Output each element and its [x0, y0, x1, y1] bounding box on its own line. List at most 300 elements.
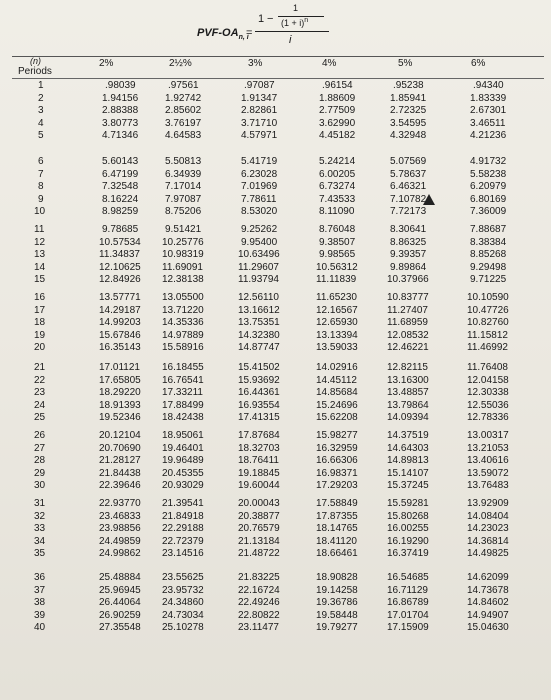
factor-cell: 12.10625: [99, 261, 141, 273]
factor-cell: .98039: [105, 80, 136, 91]
factor-cell: 13.59033: [316, 342, 358, 354]
factor-cell: 14.37519: [387, 430, 429, 441]
factor-cell: 8.86325: [390, 236, 427, 248]
pvf-oa-formula: [0, 0, 551, 50]
factor-cell: 19.60044: [238, 480, 280, 492]
period-cell: 29: [34, 467, 46, 479]
factor-cell: 12.08532: [387, 329, 429, 341]
factor-cell: 15.58916: [162, 342, 204, 354]
factor-cell: 15.14107: [387, 467, 429, 479]
factor-cell: .94340: [473, 80, 504, 91]
period-cell: 21: [34, 362, 46, 373]
period-cell: 33: [34, 523, 46, 535]
factor-cell: 22.49246: [238, 597, 280, 609]
factor-cell: 14.87747: [238, 342, 280, 354]
factor-cell: 19.46401: [162, 442, 204, 454]
factor-cell: 21.84918: [162, 510, 204, 522]
factor-cell: 16.19290: [387, 535, 429, 547]
factor-cell: 11.46992: [467, 342, 508, 354]
factor-cell: 2.88388: [102, 105, 139, 117]
factor-cell: .97087: [244, 80, 275, 91]
factor-cell: 3.62990: [319, 117, 356, 129]
factor-cell: 20.12104: [99, 430, 141, 441]
factor-cell: 16.86789: [387, 597, 429, 609]
factor-cell: 16.93554: [238, 399, 280, 411]
factor-cell: 4.64583: [165, 130, 202, 142]
factor-cell: 22.93770: [99, 498, 141, 509]
factor-cell: 12.46221: [387, 342, 429, 354]
factor-cell: 17.88499: [162, 399, 204, 411]
factor-cell: 13.57771: [99, 292, 141, 303]
factor-cell: 18.91393: [99, 399, 141, 411]
period-cell: 1: [38, 80, 44, 91]
mouse-cursor-icon: [423, 194, 435, 205]
factor-cell: 16.71129: [387, 584, 428, 596]
formula-minus: −: [267, 13, 274, 25]
factor-cell: 19.14258: [316, 584, 358, 596]
factor-cell: 2.72325: [390, 105, 427, 117]
factor-cell: 3.76197: [165, 117, 202, 129]
factor-cell: 7.78611: [241, 193, 277, 205]
column-header: 2½%: [169, 58, 192, 69]
factor-cell: 14.94907: [467, 609, 509, 621]
period-cell: 37: [34, 584, 46, 596]
period-cell: 40: [34, 622, 46, 634]
factor-cell: 7.17014: [165, 181, 202, 193]
factor-cell: 15.41502: [238, 362, 280, 373]
factor-cell: 1.85941: [390, 92, 427, 104]
factor-cell: 13.16300: [387, 374, 429, 386]
period-cell: 32: [34, 510, 46, 522]
factor-cell: .97561: [168, 80, 199, 91]
period-cell: 18: [34, 317, 46, 329]
factor-cell: 10.83777: [387, 292, 429, 303]
factor-cell: 18.42438: [162, 412, 204, 424]
column-header: 2%: [99, 58, 114, 69]
column-header: 3%: [248, 58, 263, 69]
factor-cell: 6.46321: [390, 181, 427, 193]
factor-cell: 16.32959: [316, 442, 358, 454]
factor-cell: 11.15812: [467, 329, 508, 341]
column-header: 4%: [322, 58, 337, 69]
factor-cell: 8.75206: [165, 206, 202, 218]
factor-cell: 7.01969: [241, 181, 278, 193]
factor-cell: 13.59072: [467, 467, 509, 479]
factor-cell: 11.27407: [387, 304, 428, 316]
factor-cell: 22.16724: [238, 584, 280, 596]
factor-cell: 11.11839: [316, 274, 357, 286]
factor-cell: 13.75351: [238, 317, 280, 329]
factor-cell: 9.95400: [241, 236, 278, 248]
factor-cell: 14.84602: [467, 597, 509, 609]
period-cell: 34: [34, 535, 46, 547]
factor-cell: 2.67301: [470, 105, 507, 117]
factor-cell: 7.43533: [319, 193, 356, 205]
factor-cell: 11.29607: [238, 261, 279, 273]
factor-cell: 24.99862: [99, 548, 141, 560]
factor-cell: 13.16612: [238, 304, 280, 316]
formula-one: 1: [258, 13, 265, 25]
factor-cell: 18.32703: [238, 442, 280, 454]
factor-cell: 16.44361: [238, 387, 280, 399]
factor-cell: 1.88609: [319, 92, 356, 104]
factor-cell: 16.00255: [387, 523, 429, 535]
period-cell: 27: [34, 442, 46, 454]
factor-cell: 19.79277: [316, 622, 358, 634]
factor-cell: 13.21053: [467, 442, 509, 454]
factor-cell: 12.55036: [467, 399, 509, 411]
factor-cell: 13.05500: [162, 292, 204, 303]
factor-cell: 12.65930: [316, 317, 358, 329]
periods-label: Periods: [18, 66, 52, 77]
factor-cell: 13.48857: [387, 387, 429, 399]
factor-cell: 13.00317: [467, 430, 509, 441]
factor-cell: 14.97889: [162, 329, 204, 341]
factor-cell: 11.76408: [467, 362, 508, 373]
factor-cell: 17.41315: [238, 412, 280, 424]
period-cell: 14: [34, 261, 46, 273]
header-top-rule: [12, 56, 544, 57]
period-cell: 5: [38, 130, 44, 142]
factor-cell: 12.82115: [387, 362, 428, 373]
factor-cell: 10.82760: [467, 317, 509, 329]
factor-cell: .96154: [322, 80, 353, 91]
factor-cell: 14.29187: [99, 304, 141, 316]
factor-cell: 14.09394: [387, 412, 429, 424]
factor-cell: 13.40616: [467, 455, 509, 467]
factor-cell: 21.48722: [238, 548, 280, 560]
factor-cell: 7.32548: [102, 181, 139, 193]
factor-cell: 5.60143: [102, 156, 139, 167]
factor-cell: 7.72173: [390, 206, 427, 218]
period-cell: 23: [34, 387, 46, 399]
factor-cell: 16.18455: [162, 362, 204, 373]
factor-cell: 25.48884: [99, 572, 141, 583]
factor-cell: 4.91732: [470, 156, 507, 167]
factor-cell: 13.76483: [467, 480, 509, 492]
factor-cell: 9.39357: [390, 249, 427, 261]
factor-cell: 13.79864: [387, 399, 429, 411]
factor-cell: 17.87355: [316, 510, 358, 522]
factor-cell: 13.92909: [467, 498, 509, 509]
factor-cell: 19.36786: [316, 597, 358, 609]
factor-cell: 18.76411: [238, 455, 279, 467]
factor-cell: 19.96489: [162, 455, 204, 467]
period-cell: 11: [34, 224, 45, 235]
factor-cell: 14.73678: [467, 584, 509, 596]
factor-cell: 20.70690: [99, 442, 141, 454]
factor-cell: 9.89864: [390, 261, 427, 273]
factor-cell: 14.45112: [316, 374, 357, 386]
factor-cell: 10.57534: [99, 236, 141, 248]
period-cell: 25: [34, 412, 46, 424]
factor-cell: 12.78336: [467, 412, 509, 424]
factor-cell: 16.35143: [99, 342, 141, 354]
factor-cell: 12.56110: [238, 292, 279, 303]
formula-equals: =: [246, 27, 253, 39]
factor-cell: 14.85684: [316, 387, 358, 399]
period-cell: 36: [34, 572, 46, 583]
formula-denominator: i: [289, 34, 292, 46]
factor-cell: 7.10782: [390, 193, 427, 205]
factor-cell: 14.99203: [99, 317, 141, 329]
factor-cell: 11.93794: [238, 274, 279, 286]
period-cell: 12: [34, 236, 46, 248]
factor-cell: 14.35336: [162, 317, 204, 329]
factor-cell: 17.01704: [387, 609, 429, 621]
factor-cell: 10.25776: [162, 236, 204, 248]
period-cell: 28: [34, 455, 46, 467]
factor-cell: 4.32948: [390, 130, 427, 142]
factor-cell: 14.32380: [238, 329, 280, 341]
factor-cell: 22.80822: [238, 609, 280, 621]
factor-cell: 26.44064: [99, 597, 141, 609]
factor-cell: 16.66306: [316, 455, 358, 467]
factor-cell: 17.87684: [238, 430, 280, 441]
factor-cell: 13.71220: [162, 304, 204, 316]
factor-cell: 10.47726: [467, 304, 509, 316]
period-cell: 35: [34, 548, 46, 560]
factor-cell: 6.34939: [165, 168, 202, 180]
factor-cell: 15.24696: [316, 399, 358, 411]
factor-cell: 26.90259: [99, 609, 141, 621]
factor-cell: 12.84926: [99, 274, 141, 286]
factor-cell: 15.80268: [387, 510, 429, 522]
period-cell: 10: [34, 206, 46, 218]
factor-cell: 24.49859: [99, 535, 141, 547]
factor-cell: 14.02916: [316, 362, 358, 373]
period-cell: 6: [38, 156, 44, 167]
factor-cell: 9.98565: [319, 249, 356, 261]
n-label: (n): [30, 56, 41, 66]
period-cell: 4: [38, 117, 44, 129]
factor-cell: 20.38877: [238, 510, 280, 522]
factor-cell: 9.51421: [165, 224, 202, 235]
period-cell: 26: [34, 430, 46, 441]
factor-cell: 10.56312: [316, 261, 358, 273]
factor-cell: 20.93029: [162, 480, 204, 492]
factor-cell: 14.62099: [467, 572, 509, 583]
factor-cell: 12.38138: [162, 274, 204, 286]
factor-cell: 16.54685: [387, 572, 429, 583]
factor-cell: 8.98259: [102, 206, 139, 218]
factor-cell: 18.14765: [316, 523, 358, 535]
factor-cell: 20.76579: [238, 523, 280, 535]
factor-cell: 4.71346: [102, 130, 139, 142]
factor-cell: 11.65230: [316, 292, 357, 303]
factor-cell: 18.90828: [316, 572, 358, 583]
factor-cell: 9.38507: [319, 236, 356, 248]
factor-cell: 12.04158: [467, 374, 509, 386]
factor-cell: 6.47199: [102, 168, 139, 180]
period-cell: 13: [34, 249, 46, 261]
factor-cell: 21.83225: [238, 572, 280, 583]
factor-cell: 8.11090: [319, 206, 355, 218]
period-cell: 31: [34, 498, 46, 509]
period-cell: 39: [34, 609, 46, 621]
factor-cell: 8.85268: [470, 249, 507, 261]
factor-cell: 27.35548: [99, 622, 141, 634]
period-cell: 22: [34, 374, 46, 386]
factor-cell: 7.88687: [470, 224, 507, 235]
factor-cell: 4.21236: [470, 130, 507, 142]
factor-cell: 21.13184: [238, 535, 280, 547]
factor-cell: 8.76048: [319, 224, 356, 235]
factor-cell: 8.16224: [102, 193, 139, 205]
factor-cell: 14.64303: [387, 442, 429, 454]
factor-cell: 18.29220: [99, 387, 141, 399]
factor-cell: 19.58448: [316, 609, 358, 621]
factor-cell: 3.71710: [241, 117, 278, 129]
factor-cell: 5.24214: [319, 156, 356, 167]
factor-cell: 23.46833: [99, 510, 141, 522]
factor-cell: 23.11477: [238, 622, 279, 634]
factor-cell: 1.91347: [241, 92, 278, 104]
factor-cell: 15.93692: [238, 374, 280, 386]
factor-cell: 11.69091: [162, 261, 203, 273]
factor-cell: 20.45355: [162, 467, 204, 479]
factor-cell: 11.34837: [99, 249, 140, 261]
formula-lhs: PVF-$OA_{n, i}$: [197, 27, 249, 42]
factor-cell: 2.82861: [241, 105, 278, 117]
factor-cell: 2.77509: [319, 105, 356, 117]
factor-cell: 8.38384: [470, 236, 507, 248]
factor-cell: 1.94156: [102, 92, 139, 104]
period-cell: 7: [38, 168, 44, 180]
factor-cell: 4.45182: [319, 130, 356, 142]
factor-cell: 4.57971: [241, 130, 278, 142]
column-header: 6%: [471, 58, 486, 69]
period-cell: 20: [34, 342, 46, 354]
factor-cell: 3.46511: [470, 117, 506, 129]
period-cell: 24: [34, 399, 46, 411]
factor-cell: 1.92742: [165, 92, 202, 104]
formula-inner-numerator: 1: [293, 3, 299, 13]
period-cell: 8: [38, 181, 44, 193]
factor-cell: 17.58849: [316, 498, 358, 509]
factor-cell: 24.34860: [162, 597, 204, 609]
factor-cell: 5.41719: [241, 156, 278, 167]
period-cell: 15: [34, 274, 46, 286]
factor-cell: 12.30338: [467, 387, 509, 399]
factor-cell: .95238: [393, 80, 424, 91]
factor-cell: 22.72379: [162, 535, 204, 547]
factor-cell: 19.52346: [99, 412, 141, 424]
period-cell: 3: [38, 105, 44, 117]
column-header: 5%: [398, 58, 413, 69]
factor-cell: 25.10278: [162, 622, 204, 634]
factor-cell: 15.37245: [387, 480, 429, 492]
factor-cell: 6.80169: [470, 193, 507, 205]
factor-cell: 11.68959: [387, 317, 428, 329]
factor-cell: 15.04630: [467, 622, 509, 634]
factor-cell: 6.23028: [241, 168, 278, 180]
factor-cell: 8.53020: [241, 206, 278, 218]
factor-cell: 23.55625: [162, 572, 204, 583]
factor-cell: 10.10590: [467, 292, 509, 303]
factor-cell: 16.76541: [162, 374, 204, 386]
factor-cell: 21.84438: [99, 467, 141, 479]
period-cell: 16: [34, 292, 46, 303]
factor-cell: 5.78637: [390, 168, 427, 180]
header-bottom-rule: [12, 78, 544, 79]
factor-cell: 16.37419: [387, 548, 429, 560]
factor-cell: 8.30641: [390, 224, 427, 235]
factor-cell: 17.15909: [387, 622, 429, 634]
period-cell: 9: [38, 193, 44, 205]
factor-cell: 9.71225: [470, 274, 507, 286]
factor-cell: 19.18845: [238, 467, 280, 479]
factor-cell: 1.83339: [470, 92, 507, 104]
factor-cell: 18.66461: [316, 548, 358, 560]
factor-cell: 3.80773: [102, 117, 139, 129]
factor-cell: 21.39541: [162, 498, 204, 509]
factor-cell: 14.89813: [387, 455, 429, 467]
factor-cell: 15.59281: [387, 498, 429, 509]
factor-cell: 12.16567: [316, 304, 358, 316]
factor-cell: 9.78685: [102, 224, 139, 235]
factor-cell: 10.98319: [162, 249, 204, 261]
factor-cell: 17.65805: [99, 374, 141, 386]
factor-cell: 17.33211: [162, 387, 203, 399]
factor-cell: 10.37966: [387, 274, 429, 286]
factor-cell: 23.98856: [99, 523, 141, 535]
factor-cell: 6.73274: [319, 181, 356, 193]
factor-cell: 18.95061: [162, 430, 204, 441]
factor-cell: 25.96945: [99, 584, 141, 596]
factor-cell: 24.73034: [162, 609, 204, 621]
factor-cell: 5.07569: [390, 156, 427, 167]
factor-cell: 14.36814: [467, 535, 509, 547]
formula-inner-denominator: $(1 + i)^n$: [281, 17, 309, 28]
factor-cell: 7.36009: [470, 206, 507, 218]
factor-cell: 6.20979: [470, 181, 507, 193]
factor-cell: 18.41120: [316, 535, 357, 547]
factor-cell: 15.62208: [316, 412, 358, 424]
period-cell: 30: [34, 480, 46, 492]
factor-cell: 23.14516: [162, 548, 204, 560]
formula-main-fraction-bar: [255, 31, 329, 32]
factor-cell: 7.97087: [165, 193, 202, 205]
factor-cell: 9.25262: [241, 224, 278, 235]
factor-cell: 13.13394: [316, 329, 358, 341]
factor-cell: 10.63496: [238, 249, 280, 261]
factor-cell: 16.98371: [316, 467, 358, 479]
factor-cell: 22.39646: [99, 480, 141, 492]
period-cell: 38: [34, 597, 46, 609]
factor-cell: 22.29188: [162, 523, 204, 535]
factor-cell: 5.50813: [165, 156, 202, 167]
factor-cell: 14.08404: [467, 510, 509, 522]
factor-cell: 21.28127: [99, 455, 141, 467]
period-cell: 2: [38, 92, 44, 104]
factor-cell: 23.95732: [162, 584, 204, 596]
factor-cell: 14.23023: [467, 523, 509, 535]
period-cell: 17: [34, 304, 46, 316]
factor-cell: 3.54595: [390, 117, 427, 129]
factor-cell: 9.29498: [470, 261, 507, 273]
factor-cell: 17.29203: [316, 480, 358, 492]
factor-cell: 14.49825: [467, 548, 509, 560]
factor-cell: 15.98277: [316, 430, 358, 441]
factor-cell: 17.01121: [99, 362, 140, 373]
factor-cell: 5.58238: [470, 168, 507, 180]
period-cell: 19: [34, 329, 46, 341]
factor-cell: 6.00205: [319, 168, 356, 180]
factor-cell: 2.85602: [165, 105, 202, 117]
factor-cell: 20.00043: [238, 498, 280, 509]
factor-cell: 15.67846: [99, 329, 141, 341]
